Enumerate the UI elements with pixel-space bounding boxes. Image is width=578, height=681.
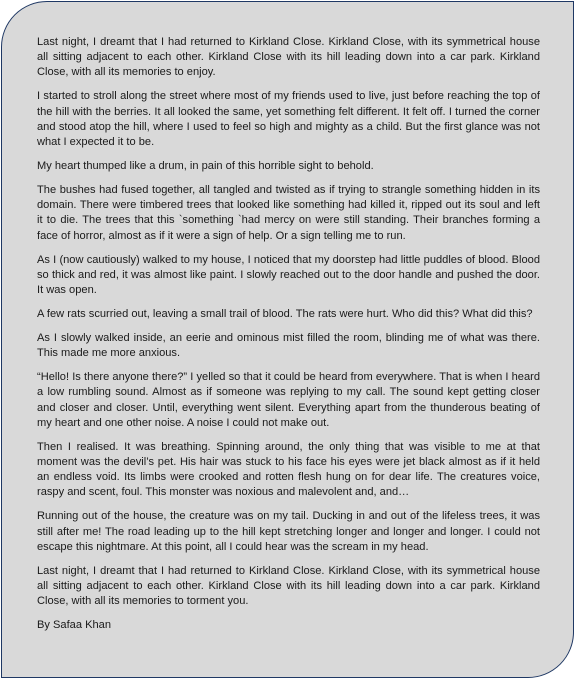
paragraph-4: The bushes had fused together, all tangled and twisted as if trying to strangle something hidden in its domain. There were timbered trees that looked like something had killed it, ripped out its soul and left it to die. The trees that this `something `had mercy on were still standing. Their branches forming a face of horror, almost as if it were a sign of help. Or a sign telling me to run. (37, 184, 540, 242)
paragraph-2: I started to stroll along the street where most of my friends used to live, just before reaching the top of the hill with the berries. It all looked the same, yet something felt different. It felt off. I turned the corner and stood atop the hill, where I used to feel so high and mighty as a child. But the first glance was not what I expected it to be. (37, 90, 540, 149)
story-text (37, 35, 540, 642)
paragraph-11: Last night, I dreamt that I had returned to Kirkland Close. Kirkland Close, with its symmetrical house all sitting adjacent to each other. Kirkland Close with its hill leading down into a car park. Kirkland Close, with all its memories to torment you. (37, 564, 540, 608)
author-byline: By Safaa Khan (37, 619, 112, 632)
paragraph-7: As I slowly walked inside, an eerie and ominous mist filled the room, blinding me of what was there. This made me more anxious. (37, 332, 540, 360)
paragraph-3: My heart thumped like a drum, in pain of this horrible sight to behold. (37, 160, 374, 173)
paragraph-8: “Hello! Is there anyone there?” I yelled so that it could be heard from everywhere. That is when I heard a low rumbling sound. Almost as if someone was replying to my call. The sound kept getting closer and closer and closer. Until, everything went silent. Everything apart from the thunderous beating of my heart and one other noise. A noise I could not make out. (37, 371, 540, 429)
paragraph-9: Then I realised. It was breathing. Spinning around, the only thing that was visible to me at that moment was the devil’s pet. His hair was stuck to his face his eyes were jet black almost as if it held an endless void. Its limbs were crooked and rotten flesh hung on for dear life. The creatures voice, raspy and scent, foul. This monster was noxious and malevolent and, and… (37, 440, 540, 499)
paragraph-1: Last night, I dreamt that I had returned to Kirkland Close. Kirkland Close, with its symmetrical house all sitting adjacent to each other. Kirkland Close with its hill leading down into a car park. Kirkland Close, with all its memories to enjoy. (37, 36, 540, 79)
paragraph-10: Running out of the house, the creature was on my tail. Ducking in and out of the lifeless trees, it was still after me! The road leading up to the hill kept stretching longer and longer and longer. I could not escape this nightmare. At this point, all I could hear was the scream in my head. (37, 510, 540, 553)
story-panel (1, 1, 574, 678)
paragraph-6: A few rats scurried out, leaving a small trail of blood. The rats were hurt. Who did this? What did this? (37, 308, 533, 321)
paragraph-5: As I (now cautiously) walked to my house, I noticed that my doorstep had little puddles of blood. Blood so thick and red, it was almost like paint. I slowly reached out to the door handle and pushed the door. It was open. (37, 253, 540, 297)
